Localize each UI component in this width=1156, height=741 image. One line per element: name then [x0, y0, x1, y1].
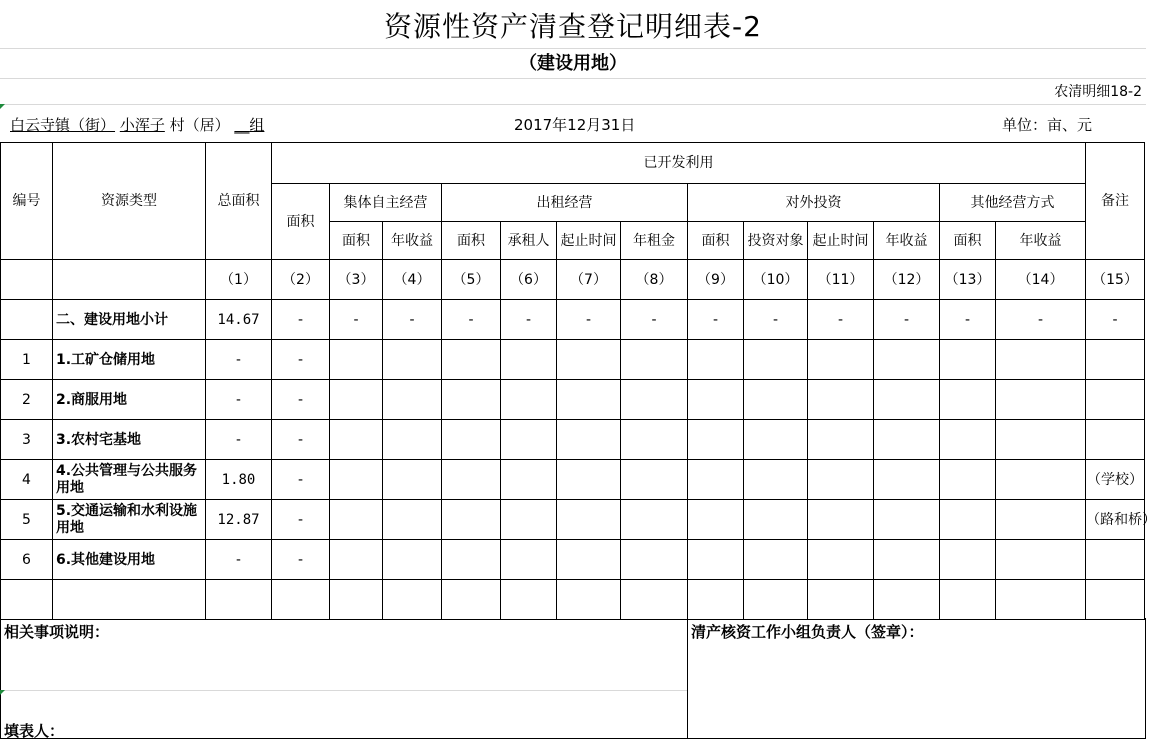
header-other: 其他经营方式	[940, 184, 1086, 222]
row-cell[interactable]	[688, 420, 744, 460]
row-cell[interactable]: -	[272, 380, 330, 420]
header-rent-period: 起止时间	[557, 222, 621, 260]
unit-label: 单位：亩、元	[1002, 116, 1093, 134]
row-number[interactable]: 4	[1, 460, 53, 500]
row-total-area[interactable]: -	[206, 420, 272, 460]
row-cell[interactable]	[808, 580, 874, 620]
asset-table	[0, 142, 1156, 620]
row-cell[interactable]	[940, 340, 996, 380]
header-tenant: 承租人	[501, 222, 557, 260]
header-area: 面积	[272, 184, 330, 260]
row-cell[interactable]	[557, 420, 621, 460]
row-cell[interactable]: -	[272, 500, 330, 540]
header-investment: 对外投资	[688, 184, 940, 222]
row-remark[interactable]: （路和桥）	[1086, 500, 1145, 540]
row-cell[interactable]	[688, 340, 744, 380]
row-type[interactable]: 2.商服用地	[53, 380, 206, 420]
header-inv-period: 起止时间	[808, 222, 874, 260]
row-number[interactable]	[1, 580, 53, 620]
report-date: 2017年12月31日	[514, 116, 636, 134]
header-rental: 出租经营	[442, 184, 688, 222]
row-cell[interactable]: -	[808, 300, 874, 340]
row-cell[interactable]: -	[442, 300, 501, 340]
index-row	[1, 260, 1145, 300]
row-remark[interactable]	[1086, 420, 1145, 460]
row-cell[interactable]	[330, 340, 383, 380]
row-remark[interactable]	[1086, 340, 1145, 380]
row-cell[interactable]	[501, 580, 557, 620]
row-total-area[interactable]: 1.80	[206, 460, 272, 500]
row-cell[interactable]: -	[688, 300, 744, 340]
row-type[interactable]: 3.农村宅基地	[53, 420, 206, 460]
notes-label: 相关事项说明：	[4, 623, 110, 641]
row-cell[interactable]: -	[272, 300, 330, 340]
row-cell[interactable]: -	[557, 300, 621, 340]
row-cell[interactable]	[940, 500, 996, 540]
row-number[interactable]: 6	[1, 540, 53, 580]
table-row	[1, 340, 1145, 380]
row-cell[interactable]	[940, 460, 996, 500]
row-cell[interactable]	[501, 380, 557, 420]
row-number[interactable]: 5	[1, 500, 53, 540]
index-cell: （1）	[206, 260, 272, 300]
row-number[interactable]	[1, 300, 53, 340]
index-cell: （11）	[808, 260, 874, 300]
header-rent-fee: 年租金	[621, 222, 688, 260]
row-cell[interactable]	[874, 500, 940, 540]
row-total-area[interactable]: -	[206, 340, 272, 380]
row-cell[interactable]	[621, 460, 688, 500]
index-cell: （8）	[621, 260, 688, 300]
page-subtitle: （建设用地）	[519, 53, 627, 74]
row-cell[interactable]	[996, 340, 1086, 380]
row-cell[interactable]	[744, 380, 808, 420]
row-type[interactable]	[53, 580, 206, 620]
row-cell[interactable]	[808, 420, 874, 460]
row-cell[interactable]	[442, 540, 501, 580]
row-cell[interactable]	[744, 460, 808, 500]
header-other-area: 面积	[940, 222, 996, 260]
row-cell[interactable]	[501, 500, 557, 540]
index-cell: （2）	[272, 260, 330, 300]
row-cell[interactable]	[688, 580, 744, 620]
village-suffix: 村（居）	[164, 116, 230, 134]
row-cell[interactable]	[557, 580, 621, 620]
row-cell[interactable]	[688, 540, 744, 580]
row-cell[interactable]	[940, 420, 996, 460]
row-cell[interactable]	[501, 540, 557, 580]
row-cell[interactable]	[996, 580, 1086, 620]
row-cell[interactable]	[996, 500, 1086, 540]
table-row	[1, 540, 1145, 580]
responsible-label: 清产核资工作小组负责人（签章）：	[691, 623, 924, 641]
header-self-income: 年收益	[383, 222, 442, 260]
row-cell[interactable]: -	[272, 340, 330, 380]
row-cell[interactable]	[501, 460, 557, 500]
row-cell[interactable]: -	[621, 300, 688, 340]
row-cell[interactable]	[442, 460, 501, 500]
row-cell[interactable]: -	[744, 300, 808, 340]
row-cell[interactable]: -	[383, 300, 442, 340]
row-cell[interactable]	[557, 540, 621, 580]
row-cell[interactable]	[330, 460, 383, 500]
row-cell[interactable]	[557, 380, 621, 420]
row-total-area[interactable]: -	[206, 380, 272, 420]
town-name: 白云寺镇	[10, 116, 71, 134]
cell-marker-icon	[0, 690, 5, 695]
row-cell[interactable]	[808, 460, 874, 500]
index-cell: （3）	[330, 260, 383, 300]
responsible-area	[688, 618, 1146, 739]
row-cell[interactable]	[808, 500, 874, 540]
row-cell[interactable]	[940, 580, 996, 620]
row-cell[interactable]	[330, 420, 383, 460]
header-rent-area: 面积	[442, 222, 501, 260]
row-cell[interactable]	[383, 580, 442, 620]
row-cell[interactable]	[874, 340, 940, 380]
row-cell[interactable]	[621, 500, 688, 540]
table-row	[1, 460, 1145, 500]
form-code: 农清明细18-2	[1054, 84, 1142, 100]
row-cell[interactable]	[874, 420, 940, 460]
group-blank: __	[234, 116, 250, 134]
row-type[interactable]: 1.工矿仓储用地	[53, 340, 206, 380]
row-type[interactable]: 二、建设用地小计	[53, 300, 206, 340]
row-cell[interactable]	[874, 580, 940, 620]
table-row	[1, 500, 1145, 540]
row-remark[interactable]	[1086, 580, 1145, 620]
index-cell: （14）	[996, 260, 1086, 300]
row-cell[interactable]	[383, 460, 442, 500]
row-cell[interactable]	[330, 580, 383, 620]
row-cell[interactable]	[996, 540, 1086, 580]
group-suffix: 组	[249, 116, 265, 134]
index-cell: （13）	[940, 260, 996, 300]
header-self-area: 面积	[330, 222, 383, 260]
row-cell[interactable]	[744, 340, 808, 380]
row-type[interactable]: 5.交通运输和水利设施用地	[53, 500, 206, 540]
row-cell[interactable]: -	[272, 540, 330, 580]
row-cell[interactable]	[272, 580, 330, 620]
row-cell[interactable]	[996, 380, 1086, 420]
village-name: 小浑子	[119, 116, 165, 134]
row-cell[interactable]	[940, 540, 996, 580]
row-cell[interactable]	[442, 340, 501, 380]
row-cell[interactable]	[501, 420, 557, 460]
row-cell[interactable]	[383, 380, 442, 420]
row-cell[interactable]	[744, 580, 808, 620]
table-row	[1, 580, 1145, 620]
sheet-gridline	[0, 78, 1146, 79]
row-cell[interactable]	[874, 540, 940, 580]
row-cell[interactable]	[330, 380, 383, 420]
index-cell	[1, 260, 53, 300]
header-no: 编号	[1, 143, 53, 260]
row-cell[interactable]: -	[874, 300, 940, 340]
index-cell: （12）	[874, 260, 940, 300]
table-row	[1, 300, 1145, 340]
row-cell[interactable]: -	[940, 300, 996, 340]
town-suffix: （街）	[70, 116, 116, 134]
header-remarks: 备注	[1086, 143, 1145, 260]
row-cell[interactable]	[621, 580, 688, 620]
page-title: 资源性资产清查登记明细表-2	[384, 10, 762, 43]
row-cell[interactable]	[621, 380, 688, 420]
header-inv-target: 投资对象	[744, 222, 808, 260]
cell-marker-icon	[0, 104, 5, 109]
index-cell: （5）	[442, 260, 501, 300]
row-cell[interactable]	[621, 420, 688, 460]
row-cell[interactable]	[996, 460, 1086, 500]
header-self-operated: 集体自主经营	[330, 184, 442, 222]
row-cell[interactable]: -	[501, 300, 557, 340]
row-cell[interactable]	[808, 380, 874, 420]
row-cell[interactable]	[744, 420, 808, 460]
sheet-gridline	[0, 690, 687, 691]
index-cell: （10）	[744, 260, 808, 300]
index-cell: （7）	[557, 260, 621, 300]
index-cell: （9）	[688, 260, 744, 300]
row-cell[interactable]	[383, 540, 442, 580]
row-cell[interactable]	[442, 500, 501, 540]
row-cell[interactable]	[808, 540, 874, 580]
row-number[interactable]: 2	[1, 380, 53, 420]
row-cell[interactable]	[442, 420, 501, 460]
row-cell[interactable]	[621, 540, 688, 580]
row-remark[interactable]	[1086, 380, 1145, 420]
row-cell[interactable]	[557, 500, 621, 540]
row-number[interactable]: 3	[1, 420, 53, 460]
row-cell[interactable]: -	[272, 420, 330, 460]
table-row	[1, 380, 1145, 420]
row-cell[interactable]	[744, 540, 808, 580]
row-cell[interactable]: -	[996, 300, 1086, 340]
row-cell[interactable]	[996, 420, 1086, 460]
header-inv-income: 年收益	[874, 222, 940, 260]
row-cell[interactable]	[330, 500, 383, 540]
row-cell[interactable]	[442, 380, 501, 420]
header-other-income: 年收益	[996, 222, 1086, 260]
row-cell[interactable]	[688, 500, 744, 540]
row-total-area[interactable]: -	[206, 540, 272, 580]
row-cell[interactable]	[442, 580, 501, 620]
row-cell[interactable]: -	[330, 300, 383, 340]
row-cell[interactable]	[557, 460, 621, 500]
index-cell: （4）	[383, 260, 442, 300]
row-total-area[interactable]: 12.87	[206, 500, 272, 540]
row-cell[interactable]	[688, 380, 744, 420]
table-row	[1, 420, 1145, 460]
row-cell[interactable]	[874, 460, 940, 500]
row-cell[interactable]: -	[272, 460, 330, 500]
row-cell[interactable]	[808, 340, 874, 380]
row-cell[interactable]	[744, 500, 808, 540]
index-cell	[53, 260, 206, 300]
row-number[interactable]: 1	[1, 340, 53, 380]
notes-area	[0, 618, 688, 739]
row-cell[interactable]	[621, 340, 688, 380]
row-cell[interactable]	[940, 380, 996, 420]
row-type[interactable]: 4.公共管理与公共服务用地	[53, 460, 206, 500]
row-cell[interactable]	[557, 340, 621, 380]
sheet-gridline	[0, 104, 1146, 105]
row-cell[interactable]	[874, 380, 940, 420]
index-cell: （6）	[501, 260, 557, 300]
row-cell[interactable]	[330, 540, 383, 580]
row-cell[interactable]	[383, 420, 442, 460]
row-remark[interactable]: -	[1086, 300, 1145, 340]
row-cell[interactable]	[688, 460, 744, 500]
row-cell[interactable]	[383, 500, 442, 540]
index-cell: （15）	[1086, 260, 1145, 300]
location-line	[10, 114, 264, 136]
row-remark[interactable]	[1086, 540, 1145, 580]
row-total-area[interactable]	[206, 580, 272, 620]
header-total-area: 总面积	[206, 143, 272, 260]
row-remark[interactable]: （学校）	[1086, 460, 1145, 500]
header-type: 资源类型	[53, 143, 206, 260]
header-developed: 已开发利用	[272, 143, 1086, 184]
row-total-area[interactable]: 14.67	[206, 300, 272, 340]
header-inv-area: 面积	[688, 222, 744, 260]
filler-label: 填表人：	[4, 722, 65, 740]
row-cell[interactable]	[383, 340, 442, 380]
row-cell[interactable]	[501, 340, 557, 380]
row-type[interactable]: 6.其他建设用地	[53, 540, 206, 580]
